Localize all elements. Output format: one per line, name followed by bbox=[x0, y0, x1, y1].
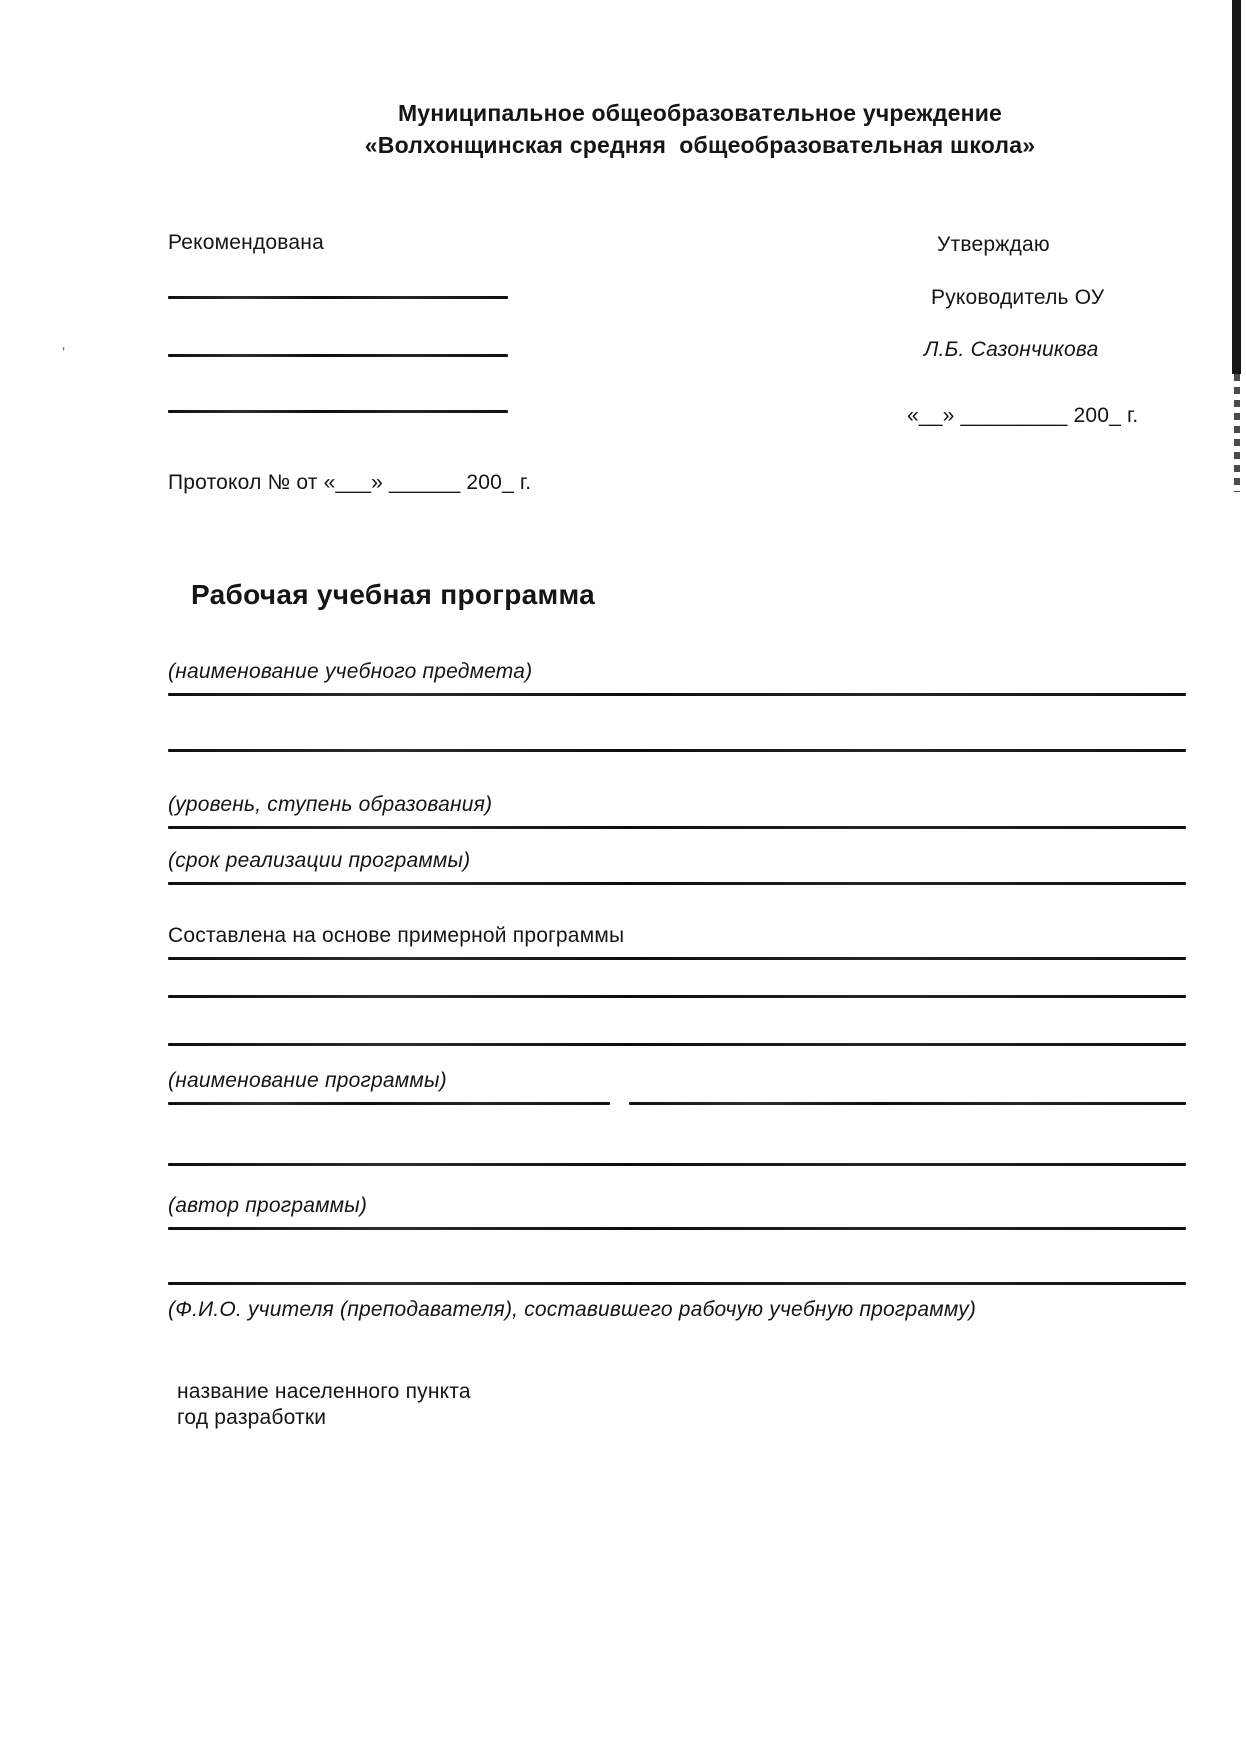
document-title: Рабочая учебная программа bbox=[191, 579, 596, 610]
approver-name: Л.Б. Сазончикова bbox=[924, 338, 1099, 361]
based-on-rule-1 bbox=[168, 957, 1186, 960]
teacher-fio-rule bbox=[168, 1282, 1186, 1285]
based-on-caption: Составлена на основе примерной программы bbox=[168, 924, 625, 947]
school-header-line2: «Волхонщинская средняя общеобразовательная школа» bbox=[364, 132, 1036, 158]
development-year-placeholder: год разработки bbox=[177, 1406, 327, 1429]
scan-artifact-stripe-dashes bbox=[1234, 374, 1240, 492]
approver-role: Руководитель ОУ bbox=[931, 286, 1105, 309]
school-header-line1: Муниципальное общеобразовательное учреждение bbox=[397, 100, 1003, 126]
recommended-label: Рекомендована bbox=[168, 231, 324, 254]
signature-blank-line-1 bbox=[168, 296, 508, 299]
teacher-fio-caption: (Ф.И.О. учителя (преподавателя), составившего рабочую учебную программу) bbox=[168, 1298, 977, 1321]
signature-blank-line-2 bbox=[168, 354, 508, 357]
protocol-line: Протокол № от «___» ______ 200_ г. bbox=[168, 471, 532, 494]
based-on-rule-3 bbox=[168, 1043, 1186, 1046]
program-author-caption: (автор программы) bbox=[168, 1194, 368, 1217]
program-duration-caption: (срок реализации программы) bbox=[168, 849, 471, 872]
settlement-placeholder: название населенного пункта bbox=[177, 1380, 471, 1403]
signature-blank-line-3 bbox=[168, 410, 508, 413]
program-name-caption: (наименование программы) bbox=[168, 1069, 447, 1092]
based-on-rule-2 bbox=[168, 995, 1186, 998]
program-duration-rule bbox=[168, 882, 1186, 885]
education-level-caption: (уровень, ступень образования) bbox=[168, 793, 493, 816]
approved-label: Утверждаю bbox=[937, 233, 1050, 256]
subject-caption: (наименование учебного предмета) bbox=[168, 660, 533, 683]
scan-speck: ’ bbox=[62, 344, 66, 360]
program-name-extra-rule bbox=[168, 1163, 1186, 1166]
scan-artifact-stripe bbox=[1232, 0, 1241, 374]
education-level-rule bbox=[168, 826, 1186, 829]
approval-date-blank: «__» _________ 200_ г. bbox=[907, 404, 1139, 427]
subject-rule bbox=[168, 693, 1186, 696]
program-name-rule-left bbox=[168, 1102, 610, 1105]
subject-extra-rule bbox=[168, 749, 1186, 752]
program-author-rule bbox=[168, 1227, 1186, 1230]
program-name-rule-right bbox=[629, 1102, 1186, 1105]
